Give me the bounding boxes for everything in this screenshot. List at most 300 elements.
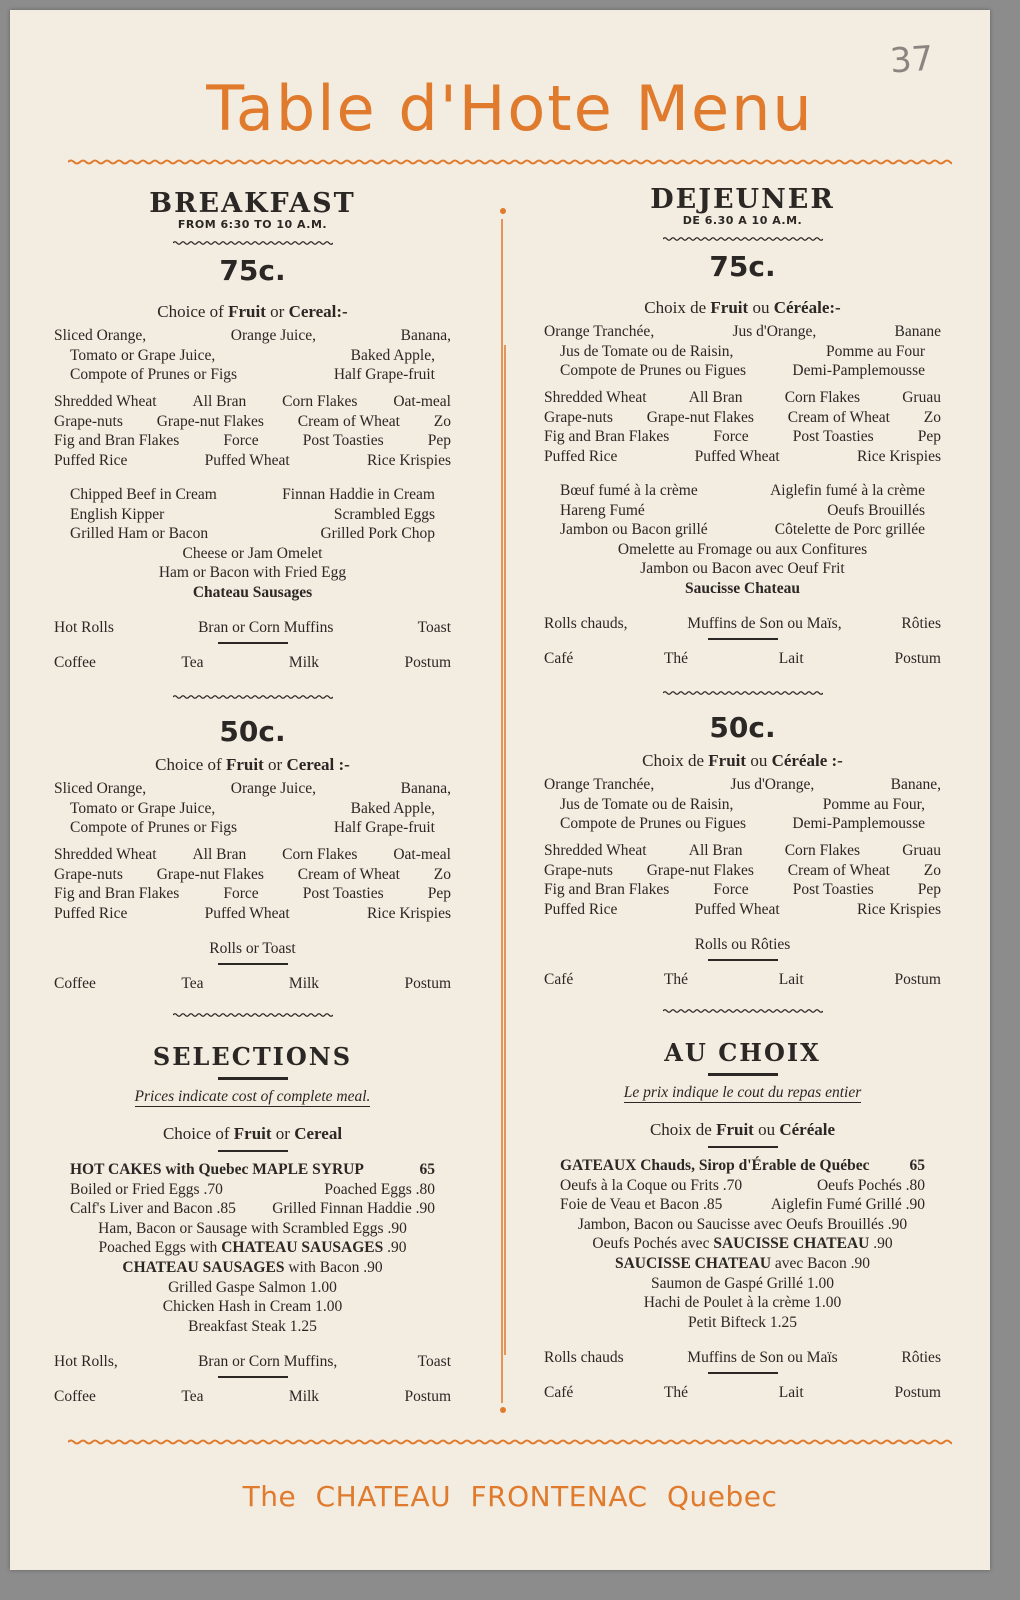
menu-item: Oat-meal (393, 846, 451, 863)
menu-item: Rice Krispies (857, 900, 941, 918)
menu-row (54, 326, 451, 346)
menu-row (544, 795, 941, 815)
menu-item: Cream of Wheat (297, 412, 400, 430)
menu-row (544, 861, 941, 881)
menu-item (910, 1156, 926, 1176)
menu-item: Postum (404, 1388, 451, 1405)
menu-item: Puffed Rice (54, 451, 128, 469)
rows-block (54, 1387, 451, 1407)
rows-block (54, 1352, 451, 1378)
menu-item: Saumon de Gaspé Grillé 1.00 (651, 1274, 834, 1292)
price-note-text: Prices indicate cost of complete meal. (134, 1088, 371, 1105)
rows-block (544, 935, 941, 961)
menu-item: Hot Rolls, (54, 1353, 118, 1370)
rows-block (544, 841, 941, 919)
menu-item: Rôties (901, 1349, 941, 1366)
menu-row (544, 1215, 941, 1235)
menu-item: Demi-Pamplemousse (792, 362, 925, 380)
wave-block (544, 1008, 941, 1014)
menu-row (544, 540, 941, 560)
menu-item: Orange Tranchée, (544, 323, 655, 340)
menu-item: Puffed Wheat (694, 900, 780, 918)
menu-item: Toast (417, 619, 451, 636)
menu-row (54, 563, 451, 583)
menu-item: Demi-Pamplemousse (792, 815, 925, 833)
menu-item: Shredded Wheat (54, 393, 157, 410)
menu-item: Postum (894, 1384, 941, 1401)
rows-block (54, 618, 451, 644)
wave-block (544, 236, 941, 242)
menu-item: Ham, Bacon or Sausage with Scrambled Eggs .90 (98, 1219, 407, 1237)
menu-item: Rolls chauds (544, 1349, 624, 1366)
menu-row (54, 939, 451, 959)
choice-block (54, 1124, 451, 1152)
choice-line (544, 298, 941, 318)
menu-row (544, 900, 941, 920)
menu-item-segment: .90 (383, 1239, 407, 1257)
wavy-divider (663, 1008, 823, 1014)
heading-block (544, 1038, 941, 1076)
menu-item: Post Toasties (302, 885, 384, 903)
menu-item: Postum (404, 975, 451, 992)
menu-item: Pep (917, 428, 941, 446)
menu-item: Corn Flakes (282, 846, 358, 863)
price-heading: 75c. (709, 250, 776, 283)
choice-segment: Céréale :- (771, 751, 843, 770)
choice-block (544, 1120, 941, 1148)
menu-item: Toast (417, 1353, 451, 1370)
menu-row (544, 388, 941, 408)
menu-item: Orange Juice, (230, 327, 316, 344)
menu-item: Grape-nuts (54, 865, 123, 883)
choice-segment: Cereal :- (286, 755, 350, 774)
menu-row (544, 559, 941, 579)
menu-item: Grape-nut Flakes (646, 408, 754, 426)
menu-item: Gruau (902, 842, 941, 859)
menu-item: Poached Eggs .80 (324, 1180, 435, 1198)
menu-item-segment: CHATEAU SAUSAGES (221, 1239, 384, 1257)
item-rule (218, 642, 288, 644)
wavy-divider (663, 236, 823, 242)
choice-rule (708, 1146, 778, 1148)
menu-item: Rolls or Toast (209, 940, 296, 957)
rows-block (54, 392, 451, 470)
menu-item: Petit Bifteck 1.25 (688, 1313, 797, 1331)
section-heading: SELECTIONS (152, 1042, 353, 1071)
menu-item: Finnan Haddie in Cream (282, 486, 435, 503)
menu-item: Half Grape-fruit (333, 819, 435, 837)
menu-item: Half Grape-fruit (333, 366, 435, 384)
menu-item: Postum (894, 650, 941, 667)
menu-row (544, 1234, 941, 1254)
menu-item: Zo (923, 861, 941, 879)
menu-item: Orange Juice, (230, 780, 316, 797)
rows-block (54, 653, 451, 673)
menu-item: Puffed Rice (544, 900, 618, 918)
choice-segment: ou (753, 1120, 780, 1139)
choice-block (54, 302, 451, 322)
menu-item: Puffed Rice (544, 447, 618, 465)
menu-row (54, 845, 451, 865)
menu-item (592, 1234, 892, 1254)
menu-item: Force (223, 885, 259, 903)
item-rule (708, 1372, 778, 1374)
menu-row (54, 1317, 451, 1337)
menu-row (544, 1293, 941, 1313)
price-heading: 50c. (219, 715, 286, 748)
menu-item: Jus d'Orange, (732, 323, 817, 340)
heading-rule (708, 1073, 778, 1076)
menu-row (544, 814, 941, 834)
menu-item: Fig and Bran Flakes (544, 428, 670, 446)
menu-item-segment: SAUCISSE CHATEAU (614, 1254, 772, 1272)
italic-block (54, 1088, 451, 1106)
menu-item: Banane, (890, 776, 941, 793)
wave-block (54, 1012, 451, 1018)
menu-item: Compote de Prunes ou Figues (560, 815, 746, 833)
wavy-divider (173, 240, 333, 246)
menu-item: Shredded Wheat (544, 842, 647, 859)
section-hours: FROM 6:30 TO 10 A.M. (177, 218, 328, 231)
menu-row (54, 618, 451, 638)
menu-item: Coffee (54, 1388, 96, 1405)
menu-item: Compote of Prunes or Figs (70, 366, 238, 384)
menu-item: Breakfast Steak 1.25 (188, 1317, 317, 1335)
menu-item: Côtelette de Porc grillée (774, 521, 925, 539)
choice-segment: Choice of (155, 755, 226, 774)
wave-block (54, 694, 451, 700)
menu-item: Calf's Liver and Bacon .85 (70, 1200, 236, 1218)
choice-segment: Fruit (228, 302, 266, 321)
menu-item: Café (544, 1384, 574, 1401)
menu-item: Hareng Fumé (560, 501, 645, 519)
menu-item: Tea (181, 975, 204, 992)
menu-item: Cream of Wheat (787, 861, 890, 879)
choice-line (544, 1120, 941, 1140)
menu-item (685, 579, 800, 599)
menu-item: Post Toasties (792, 428, 874, 446)
wavy-divider (663, 690, 823, 696)
menu-item: Aiglefin Fumé Grillé .90 (770, 1196, 925, 1214)
menu-item: Postum (404, 654, 451, 671)
menu-item: Foie de Veau et Bacon .85 (560, 1196, 723, 1214)
menu-item: Rice Krispies (367, 451, 451, 469)
rows-block (544, 614, 941, 640)
menu-item: Hot Rolls (54, 619, 114, 636)
choice-block (544, 751, 941, 771)
choice-segment: or (271, 1124, 295, 1143)
menu-row (54, 974, 451, 994)
menu-item: All Bran (688, 389, 743, 406)
wave-block (54, 240, 451, 246)
menu-row (544, 1383, 941, 1403)
menu-item (560, 1156, 869, 1176)
choice-segment: Céréale:- (773, 298, 841, 317)
menu-item: Postum (894, 971, 941, 988)
choice-segment: Fruit (710, 298, 749, 317)
menu-item: Jus de Tomate ou de Raisin, (560, 342, 734, 360)
rows-block (54, 939, 451, 965)
menu-row (544, 1313, 941, 1333)
menu-item: Jus d'Orange, (730, 776, 815, 793)
menu-item: Gruau (902, 389, 941, 406)
rows-block (544, 388, 941, 466)
menu-item: Oeufs à la Coque ou Frits .70 (560, 1176, 743, 1194)
menu-item: Bran or Corn Muffins (198, 619, 334, 636)
section-title: DEJEUNER (650, 184, 835, 215)
choice-segment: Choix de (649, 1120, 717, 1139)
menu-item: All Bran (192, 846, 247, 863)
menu-item: Grape-nut Flakes (156, 412, 264, 430)
menu-item: Milk (288, 975, 320, 992)
menu-item: Rôties (901, 615, 941, 632)
section-hours: DE 6.30 A 10 A.M. (682, 214, 803, 227)
center-orange-divider (499, 205, 507, 1417)
price-note (544, 1084, 941, 1102)
menu-row (54, 451, 451, 471)
menu-item: Rolls ou Rôties (694, 936, 791, 953)
menu-item: Grilled Pork Chop (320, 525, 435, 543)
menu-item: Pomme au Four, (822, 795, 925, 813)
menu-item: Banana, (400, 780, 451, 797)
rows-block (544, 1383, 941, 1403)
menu-row (54, 1199, 451, 1219)
menu-item: Milk (288, 654, 320, 671)
menu-item: Tea (181, 654, 204, 671)
rows-block (54, 485, 451, 603)
menu-item-segment: Saucisse Chateau (685, 579, 800, 597)
menu-row (544, 1254, 941, 1274)
menu-item: Grape-nuts (544, 408, 613, 426)
menu-item: Banana, (400, 327, 451, 344)
menu-item: Rice Krispies (857, 447, 941, 465)
menu-row (54, 1352, 451, 1372)
menu-item: Thé (663, 971, 689, 988)
menu-row (544, 1176, 941, 1196)
menu-item-segment: GATEAUX Chauds, Sirop d'Érable de Québec (560, 1157, 870, 1174)
rows-block (544, 775, 941, 834)
menu-row (54, 904, 451, 924)
menu-item (420, 1160, 436, 1180)
menu-row (54, 505, 451, 525)
menu-item: Chipped Beef in Cream (70, 486, 217, 503)
menu-row (544, 579, 941, 599)
menu-item: Grape-nut Flakes (646, 861, 754, 879)
menu-row (544, 880, 941, 900)
section-title: BREAKFAST (149, 188, 356, 219)
choice-segment: Choix de (644, 298, 711, 317)
menu-item: Grape-nuts (544, 861, 613, 879)
menu-item: Fig and Bran Flakes (544, 881, 670, 899)
breakfast-column (54, 10, 451, 1460)
menu-item-segment: .90 (869, 1235, 893, 1253)
menu-item: Tomato or Grape Juice, (70, 799, 216, 817)
choice-block (544, 298, 941, 318)
menu-row (544, 614, 941, 634)
menu-row (544, 649, 941, 669)
menu-item (122, 1258, 382, 1278)
menu-row (54, 485, 451, 505)
wavy-divider (173, 1012, 333, 1018)
menu-row (544, 775, 941, 795)
menu-item: Milk (288, 1388, 320, 1405)
menu-row (544, 1274, 941, 1294)
menu-item: Banane (894, 323, 941, 340)
choice-segment: or (265, 302, 289, 321)
menu-row (54, 346, 451, 366)
menu-item: Puffed Rice (54, 904, 128, 922)
menu-item: Force (713, 428, 749, 446)
menu-item-segment: CHATEAU SAUSAGES (122, 1258, 285, 1276)
menu-item: Post Toasties (302, 432, 384, 450)
menu-row (54, 1219, 451, 1239)
menu-item: Muffins de Son ou Maïs, (687, 615, 842, 632)
menu-item: Hachi de Poulet à la crème 1.00 (643, 1294, 842, 1312)
choice-line (54, 302, 451, 322)
menu-item-segment: 65 (419, 1161, 435, 1178)
price-heading: 75c. (219, 254, 286, 287)
choice-segment: Choix de (642, 751, 709, 770)
bottom-orange-divider (68, 1438, 952, 1446)
menu-item: Oeufs Brouillés (827, 501, 925, 519)
page-number: 37 (888, 38, 935, 82)
rows-block (54, 779, 451, 838)
menu-item: Orange Tranchée, (544, 776, 655, 793)
menu-item: Bran or Corn Muffins, (198, 1353, 338, 1370)
menu-row (544, 520, 941, 540)
menu-item: Force (713, 881, 749, 899)
menu-item: Scrambled Eggs (333, 505, 435, 523)
menu-row (54, 392, 451, 412)
menu-item (615, 1254, 870, 1274)
menu-item-segment: Chateau Sausages (192, 583, 313, 601)
menu-row (544, 501, 941, 521)
menu-item: Post Toasties (792, 881, 874, 899)
menu-row (544, 841, 941, 861)
choice-segment: Fruit (233, 1124, 272, 1143)
menu-row (54, 865, 451, 885)
choice-line (544, 751, 941, 771)
item-rule (218, 1376, 288, 1378)
choice-rule (218, 1150, 288, 1152)
menu-row (54, 544, 451, 564)
menu-item: All Bran (192, 393, 247, 410)
menu-item: Lait (778, 971, 804, 988)
menu-row (54, 1238, 451, 1258)
menu-row (54, 431, 451, 451)
menu-item: Boiled or Fried Eggs .70 (70, 1180, 223, 1198)
heading-block (54, 1042, 451, 1080)
menu-item: Fig and Bran Flakes (54, 432, 180, 450)
menu-item: Puffed Wheat (204, 904, 290, 922)
menu-item: Zo (923, 408, 941, 426)
rows-block (544, 481, 941, 599)
menu-item: Grape-nuts (54, 412, 123, 430)
menu-item: Grilled Finnan Haddie .90 (272, 1200, 435, 1218)
menu-item: Corn Flakes (784, 842, 861, 859)
rows-block (54, 845, 451, 923)
italic-block (544, 1084, 941, 1102)
menu-row (54, 884, 451, 904)
menu-row (544, 1195, 941, 1215)
menu-item: Thé (663, 1384, 689, 1401)
menu-row (544, 935, 941, 955)
menu-row (544, 1348, 941, 1368)
rows-block (544, 649, 941, 669)
menu-item-segment: Poached Eggs with (98, 1239, 222, 1257)
menu-row (544, 1156, 941, 1176)
menu-item: Jambon ou Bacon grillé (560, 521, 708, 539)
menu-item: Coffee (54, 654, 96, 671)
choice-segment: Fruit (225, 755, 264, 774)
menu-row (54, 1387, 451, 1407)
rows-block (544, 1348, 941, 1374)
menu-item: Grilled Ham or Bacon (70, 525, 209, 543)
menu-item: Rolls chauds, (544, 615, 628, 632)
menu-item: Café (544, 971, 574, 988)
heading-rule (218, 1077, 288, 1080)
choice-line (54, 1124, 451, 1144)
menu-item-segment: avec Bacon .90 (771, 1254, 871, 1272)
menu-row (54, 365, 451, 385)
menu-item: Puffed Wheat (694, 447, 780, 465)
menu-item (70, 1160, 364, 1180)
menu-item: Cream of Wheat (787, 408, 890, 426)
menu-row (54, 583, 451, 603)
choice-segment: Fruit (716, 1120, 754, 1139)
menu-row (54, 799, 451, 819)
menu-item: Café (544, 650, 574, 667)
item-rule (218, 963, 288, 965)
menu-item: Fig and Bran Flakes (54, 885, 180, 903)
menu-row (54, 1258, 451, 1278)
menu-item: Cheese or Jam Omelet (182, 544, 323, 562)
menu-item: Oat-meal (393, 393, 451, 410)
item-rule (708, 959, 778, 961)
menu-item: Pomme au Four (825, 342, 925, 360)
menu-item: Force (223, 432, 259, 450)
choice-segment: ou (748, 298, 774, 317)
choice-block (54, 755, 451, 775)
choice-segment: Cereal (294, 1124, 343, 1143)
price-note-text: Le prix indique le cout du repas entier (623, 1084, 862, 1101)
wavy-divider (173, 694, 333, 700)
dejeuner-column (544, 10, 941, 1460)
menu-title: Table d'Hote Menu (206, 72, 814, 145)
menu-item-segment: Oeufs Pochés avec (592, 1235, 714, 1253)
menu-row (544, 481, 941, 501)
section-heading: AU CHOIX (664, 1038, 821, 1067)
menu-item: Jambon, Bacon ou Saucisse avec Oeufs Brouillés .90 (577, 1215, 908, 1233)
menu-item: Compote of Prunes or Figs (70, 819, 238, 837)
menu-item: Lait (778, 650, 804, 667)
menu-row (544, 447, 941, 467)
rows-block (544, 322, 941, 381)
rows-block (54, 1160, 451, 1336)
menu-item: Corn Flakes (784, 389, 861, 406)
rows-block (544, 1156, 941, 1332)
choice-segment: ou (746, 751, 772, 770)
choice-segment: Fruit (708, 751, 747, 770)
price-block (54, 255, 451, 287)
menu-item: Jus de Tomate ou de Raisin, (560, 795, 734, 813)
menu-row (544, 970, 941, 990)
price-block (54, 716, 451, 748)
menu-item: Zo (433, 865, 451, 883)
menu-item: Baked Apple, (350, 799, 435, 817)
menu-item: Shredded Wheat (544, 389, 647, 406)
menu-item: Grilled Gaspe Salmon 1.00 (168, 1278, 337, 1296)
